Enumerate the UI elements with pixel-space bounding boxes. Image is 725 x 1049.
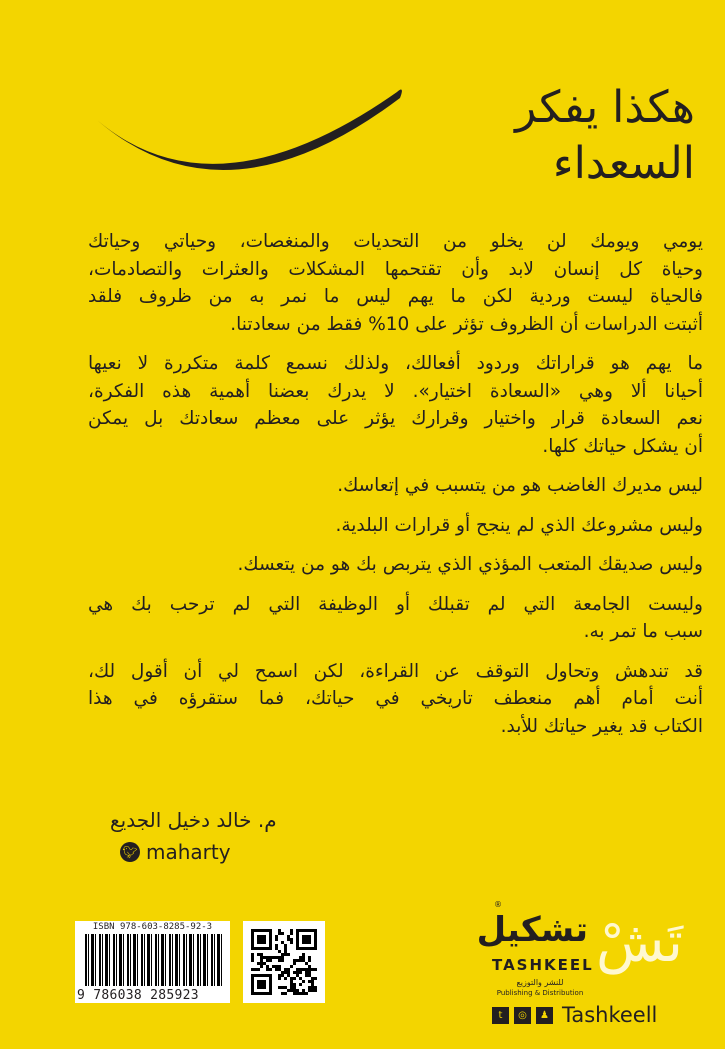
publisher-social <box>492 1003 657 1027</box>
paragraph <box>88 472 703 500</box>
text-line: يومي ويومك لن يخلو من التحديات والمنغصات، وحياتي وحياتك <box>88 231 703 252</box>
publisher-name-en: TASHKEEL <box>492 956 594 974</box>
smile-icon <box>95 80 415 190</box>
ean-number: 9 786038 285923 <box>77 988 199 1003</box>
text-line: أحيانا ألا وهي «السعادة اختيار». لا يدرك بعضنا أهمية هذه الفكرة، <box>88 380 703 402</box>
text-line: وحياة كل إنسان لابد وأن تقتحمها المشكلات والعثرات والتصادمات، <box>88 258 703 280</box>
text-line: أثبتت الدراسات أن الظروف تؤثر على 10% فقط من سعادتنا. <box>230 313 703 335</box>
instagram-icon: ◎ <box>514 1007 531 1024</box>
publisher-sub-ar: للنشر والتوزيع <box>516 978 564 987</box>
text-line: وليس صديقك المتعب المؤذي الذي يتربص بك هو من يتعسك. <box>237 554 703 575</box>
publisher-calligraphy-mark: تَشْ <box>596 910 683 975</box>
text-line: ما يهم هو قراراتك وردود أفعالك، ولذلك نسمع كلمة متكررة لا نعيها <box>88 353 703 374</box>
paragraph <box>88 658 703 741</box>
twitter-icon: t <box>492 1007 509 1024</box>
text-line: وليست الجامعة التي لم تقبلك أو الوظيفة التي لم ترحب بك هي <box>88 593 703 615</box>
book-title <box>515 80 695 192</box>
snapchat-icon: ♟ <box>536 1007 553 1024</box>
paragraph <box>88 551 703 579</box>
text-line: وليس مشروعك الذي لم ينجح أو قرارات البلدية. <box>335 514 703 536</box>
publisher-name-ar: تشكيل <box>476 910 588 950</box>
back-cover-text <box>88 228 703 752</box>
publisher-sub-en: Publishing & Distribution <box>496 989 584 997</box>
text-line: أنت أمام أهم منعطف تاريخي في حياتك، فما ستقرؤه في هذا <box>88 688 703 709</box>
qr-code <box>243 921 325 1003</box>
publisher-social-handle: Tashkeell <box>562 1003 658 1027</box>
paragraph <box>88 228 703 338</box>
text-line: الكتاب قد يغير حياتك للأبد. <box>500 715 703 737</box>
paragraph <box>88 591 703 646</box>
author-handle <box>120 840 231 864</box>
isbn-text: ISBN 978-603-8285-92-3 <box>92 922 213 932</box>
text-line: قد تندهش وتحاول التوقف عن القراءة، لكن اسمح لي أن أقول لك، <box>88 660 703 682</box>
text-line: فالحياة ليست وردية لكن ما يهم ليس ما نمر به من ظروف فلقد <box>88 286 703 307</box>
isbn-barcode <box>75 921 230 1003</box>
text-line: أن يشكل حياتك كلها. <box>542 435 703 457</box>
title-line-1: هكذا يفكر <box>515 82 695 133</box>
registered-mark: ® <box>494 900 502 909</box>
twitter-icon: 🐦︎ <box>120 842 140 862</box>
text-line: نعم السعادة قرار واختيار وقرارك يؤثر على معظم سعادتك بل يمكن <box>88 408 703 429</box>
paragraph <box>88 512 703 540</box>
paragraph <box>88 350 703 460</box>
handle-text: maharty <box>146 840 231 864</box>
text-line: ليس مديرك الغاضب هو من يتسبب في إتعاسك. <box>337 475 703 496</box>
title-line-2: السعداء <box>552 138 695 189</box>
text-line: سبب ما تمر به. <box>583 621 703 642</box>
author-name: م. خالد دخيل الجديع <box>110 808 277 832</box>
barcode-bars <box>85 934 224 986</box>
